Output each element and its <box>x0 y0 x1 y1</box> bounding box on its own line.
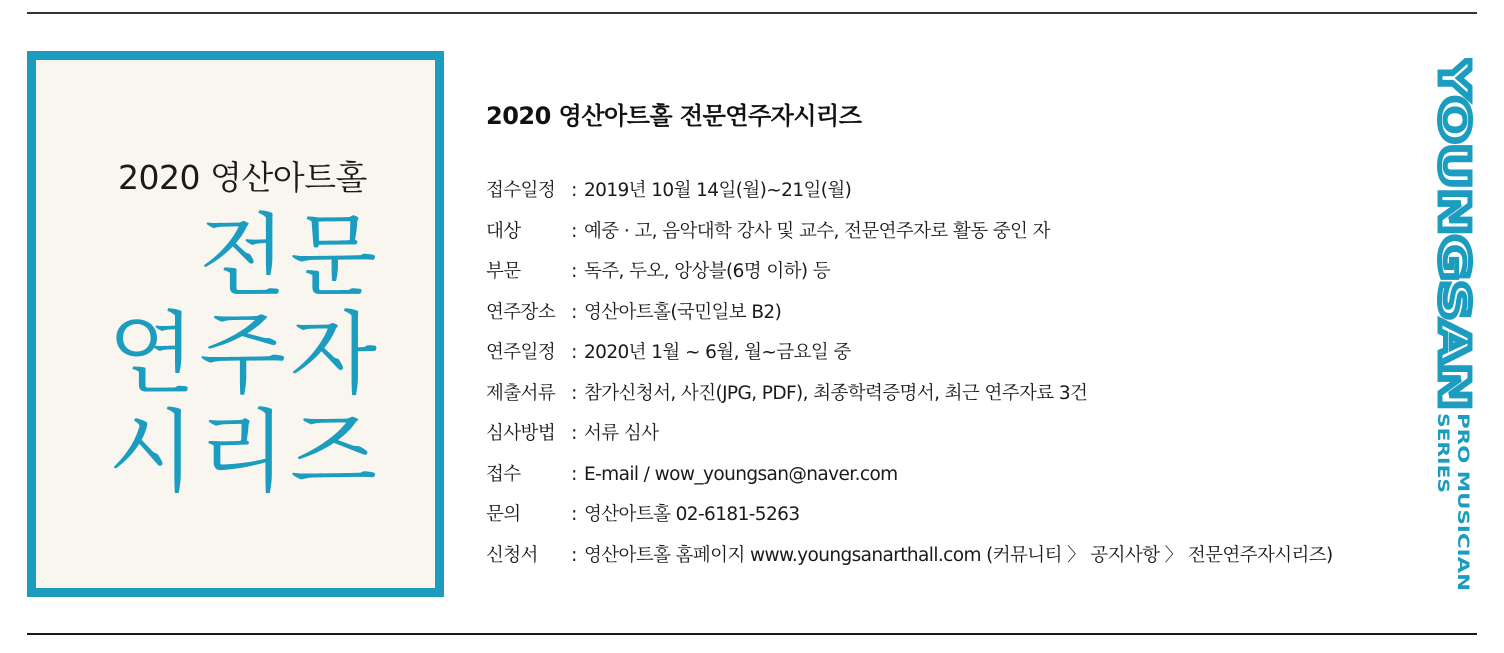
row-label: 연주장소 <box>486 301 556 323</box>
row-colon: : <box>571 463 577 485</box>
bottom-divider <box>27 633 1477 635</box>
info-row-submission <box>486 460 1386 501</box>
card-title-line: 전문 <box>199 204 381 309</box>
card-title-line: 연주자 <box>108 302 381 407</box>
row-value: E-mail / wow_youngsan@naver.com <box>584 463 898 485</box>
card-title-line: 시리즈 <box>108 400 381 505</box>
row-label: 부문 <box>486 261 521 282</box>
row-value: 참가신청서, 사진(JPG, PDF), 최종학력증명서, 최근 연주자료 3건 <box>584 382 1088 404</box>
row-label: 연주일정 <box>486 342 556 363</box>
brand-sub-line-1: PRO MUSICIAN <box>1454 413 1473 547</box>
row-label: 접수 <box>486 463 521 485</box>
info-row-venue <box>486 298 1386 339</box>
row-label: 신청서 <box>486 544 538 566</box>
info-block <box>486 96 1386 566</box>
info-heading: 2020 영산아트홀 전문연주자시리즈 <box>486 102 862 130</box>
info-row-review <box>486 419 1386 460</box>
info-row-application-form <box>486 541 1386 582</box>
brand-sub-line-2: SERIES <box>1434 413 1453 477</box>
info-rows <box>486 176 1386 581</box>
row-value: 2019년 10월 14일(월)~21일(월) <box>584 180 852 201</box>
row-colon: : <box>571 261 577 282</box>
row-colon: : <box>571 220 577 242</box>
info-row-target <box>486 217 1386 258</box>
info-row-documents <box>486 379 1386 420</box>
youngsan-brand-logo <box>1420 58 1480 593</box>
top-divider <box>27 12 1477 14</box>
row-value: 영산아트홀(국민일보 B2) <box>584 301 782 323</box>
row-colon: : <box>571 382 577 404</box>
info-row-performance-dates <box>486 338 1386 379</box>
row-label: 대상 <box>486 220 521 242</box>
info-row-inquiry <box>486 500 1386 541</box>
row-value: 예중 · 고, 음악대학 강사 및 교수, 전문연주자로 활동 중인 자 <box>584 220 1050 242</box>
poster-card <box>27 51 444 597</box>
row-label: 제출서류 <box>486 382 556 404</box>
row-value: 2020년 1월 ~ 6월, 월~금요일 중 <box>584 342 851 363</box>
row-value: 영산아트홀 02-6181-5263 <box>584 504 800 525</box>
row-colon: : <box>571 180 577 201</box>
card-title <box>108 204 381 505</box>
row-colon: : <box>571 544 577 566</box>
row-value: 영산아트홀 홈페이지 www.youngsanarthall.com (커뮤니티 〉 공지사항 〉 전문연주자시리즈) <box>584 544 1333 566</box>
brand-main-text: YOUNGSAN <box>1430 58 1478 318</box>
row-colon: : <box>571 423 577 444</box>
info-row-category <box>486 257 1386 298</box>
row-value: 서류 심사 <box>584 423 659 444</box>
row-colon: : <box>571 342 577 363</box>
row-value: 독주, 두오, 앙상블(6명 이하) 등 <box>584 261 831 282</box>
row-colon: : <box>571 301 577 323</box>
row-label: 접수일정 <box>486 180 556 201</box>
card-year-label: 2020 영산아트홀 <box>118 158 367 197</box>
info-row-schedule <box>486 176 1386 217</box>
row-colon: : <box>571 504 577 525</box>
brand-vertical-text <box>1420 58 1480 593</box>
row-label: 심사방법 <box>486 423 556 444</box>
row-label: 문의 <box>486 504 521 525</box>
